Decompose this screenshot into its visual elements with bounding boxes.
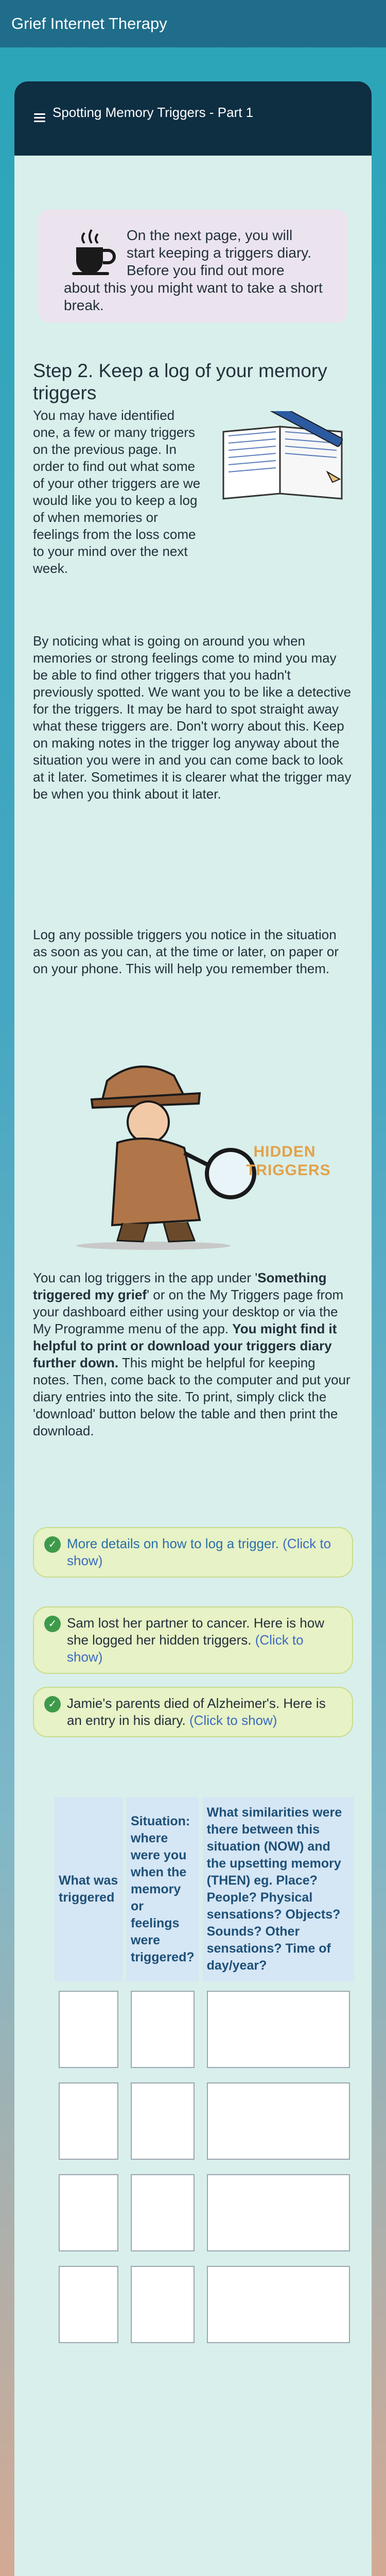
diary-entry-field[interactable] — [131, 2174, 195, 2251]
table-cell — [203, 1986, 354, 2073]
table-cell — [127, 2261, 199, 2348]
diary-entry-field[interactable] — [59, 2082, 118, 2160]
diary-entry-field[interactable] — [131, 2266, 195, 2343]
table-cell — [127, 1986, 199, 2073]
diary-entry-field[interactable] — [131, 1991, 195, 2068]
diary-entry-field[interactable] — [207, 2174, 350, 2251]
diary-book-illustration — [213, 411, 353, 504]
diary-entry-field[interactable] — [59, 1991, 118, 2068]
table-cell — [55, 1986, 122, 2073]
table-cell — [203, 2077, 354, 2165]
table-row — [55, 2169, 354, 2257]
step2-para1: You may have identified one, a few or many triggers on the previous page. In order to find out what some of your other triggers are we would like you to keep a log of when memories or feelings from the loss come to your mind over the next week. — [33, 408, 201, 576]
diary-entry-field[interactable] — [59, 2266, 118, 2343]
triggers-diary-table — [50, 1793, 358, 2352]
toggle-log-trigger-details[interactable]: ✓ More details on how to log a trigger. (Click to show) — [33, 1527, 353, 1578]
break-notice — [38, 209, 348, 323]
diary-entry-field[interactable] — [207, 2266, 350, 2343]
toggle-sam-example[interactable]: ✓ Sam lost her partner to cancer. Here is how she logged her hidden triggers. (Click to show) — [33, 1606, 353, 1674]
module-card — [14, 81, 372, 2576]
table-row — [55, 2261, 354, 2348]
hidden-triggers-label: HIDDEN TRIGGERS — [246, 1143, 331, 1179]
check-icon: ✓ — [44, 1536, 61, 1553]
step2-para3: Log any possible triggers you notice in the situation as soon as you can, at the time or later, on paper or on your phone. This will help you remember them. — [33, 927, 339, 976]
diary-entry-field[interactable] — [207, 2082, 350, 2160]
app-title[interactable]: Grief Internet Therapy — [11, 14, 167, 32]
diary-entry-field[interactable] — [131, 2082, 195, 2160]
table-cell — [55, 2169, 122, 2257]
step2-para2: By noticing what is going on around you when memories or strong feelings come to mind you may be able to find other triggers that you hadn't previously spotted. We want you to be like a detective for the triggers. It may be hard to spot straight away what these triggers are. Don't worry about this. Keep on making notes in the trigger log anyway about the situation you were in and you can come back to look at it later. Sometimes it is clearer what the trigger may be when you think about it later. — [33, 633, 352, 802]
check-icon: ✓ — [44, 1696, 61, 1713]
column-header-situation: Situation: where were you when the memory or feelings were triggered? — [127, 1797, 199, 1981]
table-cell — [127, 2169, 199, 2257]
table-row — [55, 1986, 354, 2073]
table-cell — [127, 2077, 199, 2165]
table-cell — [203, 2169, 354, 2257]
top-app-bar — [0, 0, 386, 47]
step2-heading: Step 2. Keep a log of your memory triggers — [33, 360, 327, 403]
module-header — [14, 81, 372, 156]
module-title: Spotting Memory Triggers - Part 1 — [52, 105, 254, 120]
diary-entry-field[interactable] — [207, 1991, 350, 2068]
hamburger-menu-icon[interactable] — [34, 113, 45, 122]
column-header-triggered: What was triggered — [55, 1797, 122, 1981]
diary-entry-field[interactable] — [59, 2174, 118, 2251]
column-header-similarities: What similarities were there between this situation (NOW) and the upsetting memory (THEN) eg. Place? People? Physical sensations? Objects? Sounds? Other sensations? Time of day/year? — [203, 1797, 354, 1981]
step2-para4: You can log triggers in the app under 'Something triggered my grief' or on the My Triggers page from your dashboard either using your desktop or via the My Programme menu of the app. You might find it helpful to print or download your triggers diary further down. This might be helpful for keeping notes. Then, come back to the computer and put your diary entries into the site. To print, simply click the 'download' button below the table and then print the download. — [33, 1270, 350, 1438]
table-cell — [203, 2261, 354, 2348]
toggle-jamie-example[interactable]: ✓ Jamie's parents died of Alzheimer's. Here is an entry in his diary. (Click to show) — [33, 1687, 353, 1737]
table-cell — [55, 2261, 122, 2348]
break-notice-text: On the next page, you will start keeping a triggers diary. Before you find out more about this you might want to take a short break. — [64, 227, 323, 313]
detective-illustration — [61, 1050, 331, 1251]
table-row — [55, 2077, 354, 2165]
coffee-cup-icon — [64, 227, 121, 278]
check-icon: ✓ — [44, 1616, 61, 1632]
table-cell — [55, 2077, 122, 2165]
